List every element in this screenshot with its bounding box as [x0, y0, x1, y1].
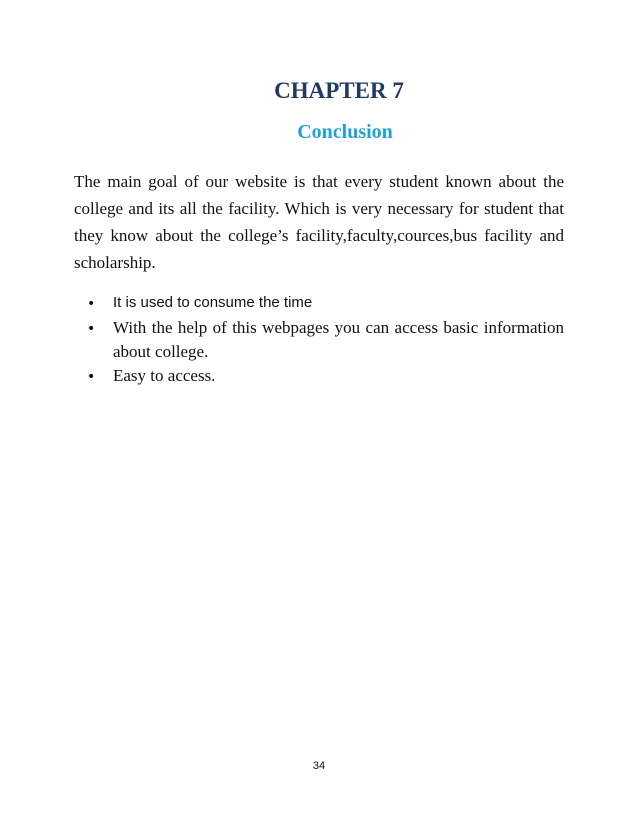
list-item	[74, 364, 564, 388]
bullet-icon: •	[87, 369, 96, 385]
chapter-title: CHAPTER 7	[274, 78, 404, 103]
list-item-text: With the help of this webpages you can access basic information about college.	[113, 318, 564, 361]
section-title	[0, 119, 638, 145]
list-item-text: Easy to access.	[113, 366, 216, 385]
bullet-icon: •	[87, 296, 96, 312]
body-paragraph: The main goal of our website is that every student known about the college and its all the facility. Which is very necessary for student that they know about the college’s facility,faculty,cources,bus facility and scholarship.	[74, 172, 564, 272]
list-item-text: It is used to consume the time	[113, 294, 313, 311]
page-number: 34	[312, 760, 326, 772]
list-item	[74, 290, 564, 316]
section-title-text: Conclusion	[297, 121, 393, 143]
bullet-list	[74, 290, 564, 388]
bullet-icon: •	[87, 321, 96, 337]
list-item	[74, 316, 564, 364]
